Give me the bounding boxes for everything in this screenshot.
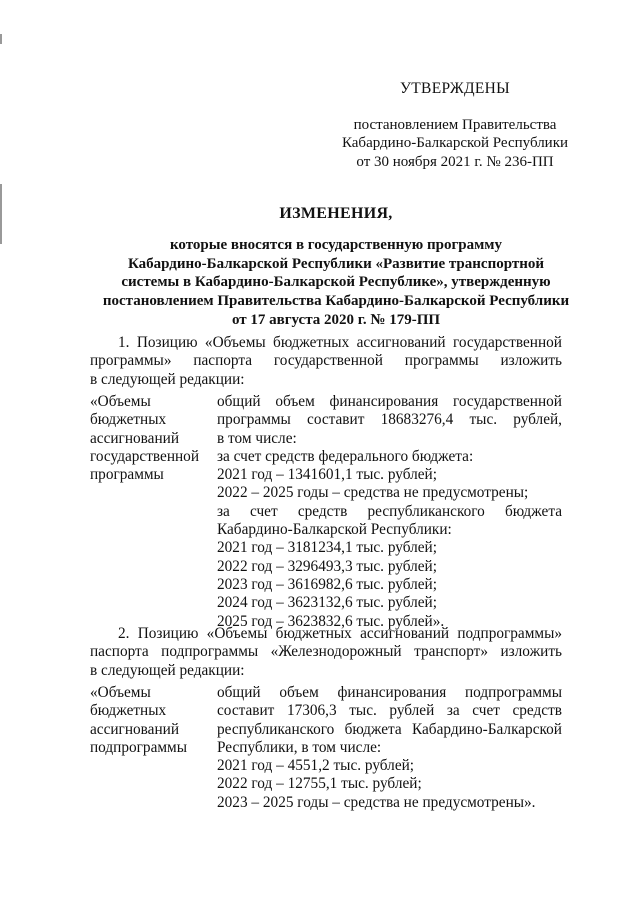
- content-line: 2022 – 2025 годы – средства не предусмотрены;: [217, 484, 529, 502]
- intro-line: паспорта подпрограммы «Железнодорожный транспорт» изложить: [90, 643, 562, 661]
- intro-line: в следующей редакции:: [90, 661, 245, 679]
- content-line: общий объем финансирования подпрограммы: [217, 684, 562, 701]
- content-line: 2023 – 2025 годы – средства не предусмотрены».: [217, 793, 536, 811]
- title-line: которые вносятся в государственную программу: [169, 237, 503, 253]
- content-line: составит 17306,3 тыс. рублей за счет средств: [217, 702, 562, 720]
- approval-line: постановлением Правительства: [353, 116, 557, 133]
- content-line: 2021 год – 3181234,1 тыс. рублей;: [217, 539, 437, 557]
- section2-label: [90, 684, 208, 757]
- content-line: 2025 год – 3623832,6 тыс. рублей».: [217, 612, 445, 630]
- section1-content: [217, 393, 562, 631]
- content-line: республиканского бюджета Кабардино-Балкарской: [217, 720, 562, 738]
- scan-margin-mark: [0, 34, 2, 44]
- label-line: ассигнований: [90, 429, 180, 447]
- content-line: программы составит 18683276,4 тыс. рублей,: [217, 411, 562, 429]
- approval-line: Кабардино-Балкарской Республики: [341, 135, 569, 151]
- document-title: [80, 205, 592, 330]
- label-line: государственной: [90, 447, 200, 465]
- title-line: от 17 августа 2020 г. № 179-ПП: [231, 311, 441, 328]
- content-line: за счет средств федерального бюджета:: [217, 447, 474, 465]
- content-line: Кабардино-Балкарской Республики:: [217, 521, 452, 539]
- section2-table-row: [90, 684, 562, 819]
- label-line: «Объемы: [90, 684, 151, 701]
- title-subtitle: [80, 236, 592, 330]
- content-line: 2022 год – 3296493,3 тыс. рублей;: [217, 557, 437, 575]
- label-line: бюджетных: [90, 702, 167, 720]
- label-line: ассигнований: [90, 720, 180, 738]
- approval-heading: УТВЕРЖДЕНЫ: [400, 80, 510, 97]
- scan-margin-mark: [0, 184, 2, 244]
- content-line: 2021 год – 1341601,1 тыс. рублей;: [217, 466, 437, 484]
- intro-line: программы» паспорта государственной программы изложить: [90, 352, 562, 370]
- intro-line: 2. Позицию «Объемы бюджетных ассигнований подпрограммы»: [118, 625, 562, 642]
- content-line: Республики, в том числе:: [217, 738, 382, 756]
- approval-line: от 30 ноября 2021 г. № 236-ПП: [356, 153, 554, 170]
- approval-block: [330, 80, 580, 171]
- content-line: 2024 год – 3623132,6 тыс. рублей;: [217, 594, 437, 612]
- intro-line: в следующей редакции:: [90, 370, 245, 388]
- label-line: бюджетных: [90, 411, 167, 429]
- section2-content: [217, 684, 562, 812]
- intro-line: 1. Позицию «Объемы бюджетных ассигнований государственной: [118, 334, 562, 351]
- label-line: подпрограммы: [90, 738, 188, 756]
- title-main: ИЗМЕНЕНИЯ,: [279, 205, 393, 222]
- content-line: за счет средств республиканского бюджета: [217, 502, 562, 520]
- label-line: программы: [90, 466, 164, 484]
- content-line: в том числе:: [217, 429, 297, 447]
- section1-intro: [90, 334, 562, 389]
- content-line: 2023 год – 3616982,6 тыс. рублей;: [217, 575, 437, 593]
- content-line: 2021 год – 4551,2 тыс. рублей;: [217, 757, 415, 775]
- label-line: «Объемы: [90, 393, 151, 410]
- section1-table-row: [90, 393, 562, 633]
- content-line: 2022 год – 12755,1 тыс. рублей;: [217, 775, 422, 793]
- title-line: постановлением Правительства Кабардино-Балкарской Республики: [102, 293, 570, 310]
- content-line: общий объем финансирования государственной: [217, 393, 562, 410]
- title-line: системы в Кабардино-Балкарской Республике», утвержденную: [121, 274, 551, 291]
- section2-intro: [90, 625, 562, 680]
- title-line: Кабардино-Балкарской Республики «Развитие транспортной: [127, 255, 545, 272]
- section1-label: [90, 393, 208, 484]
